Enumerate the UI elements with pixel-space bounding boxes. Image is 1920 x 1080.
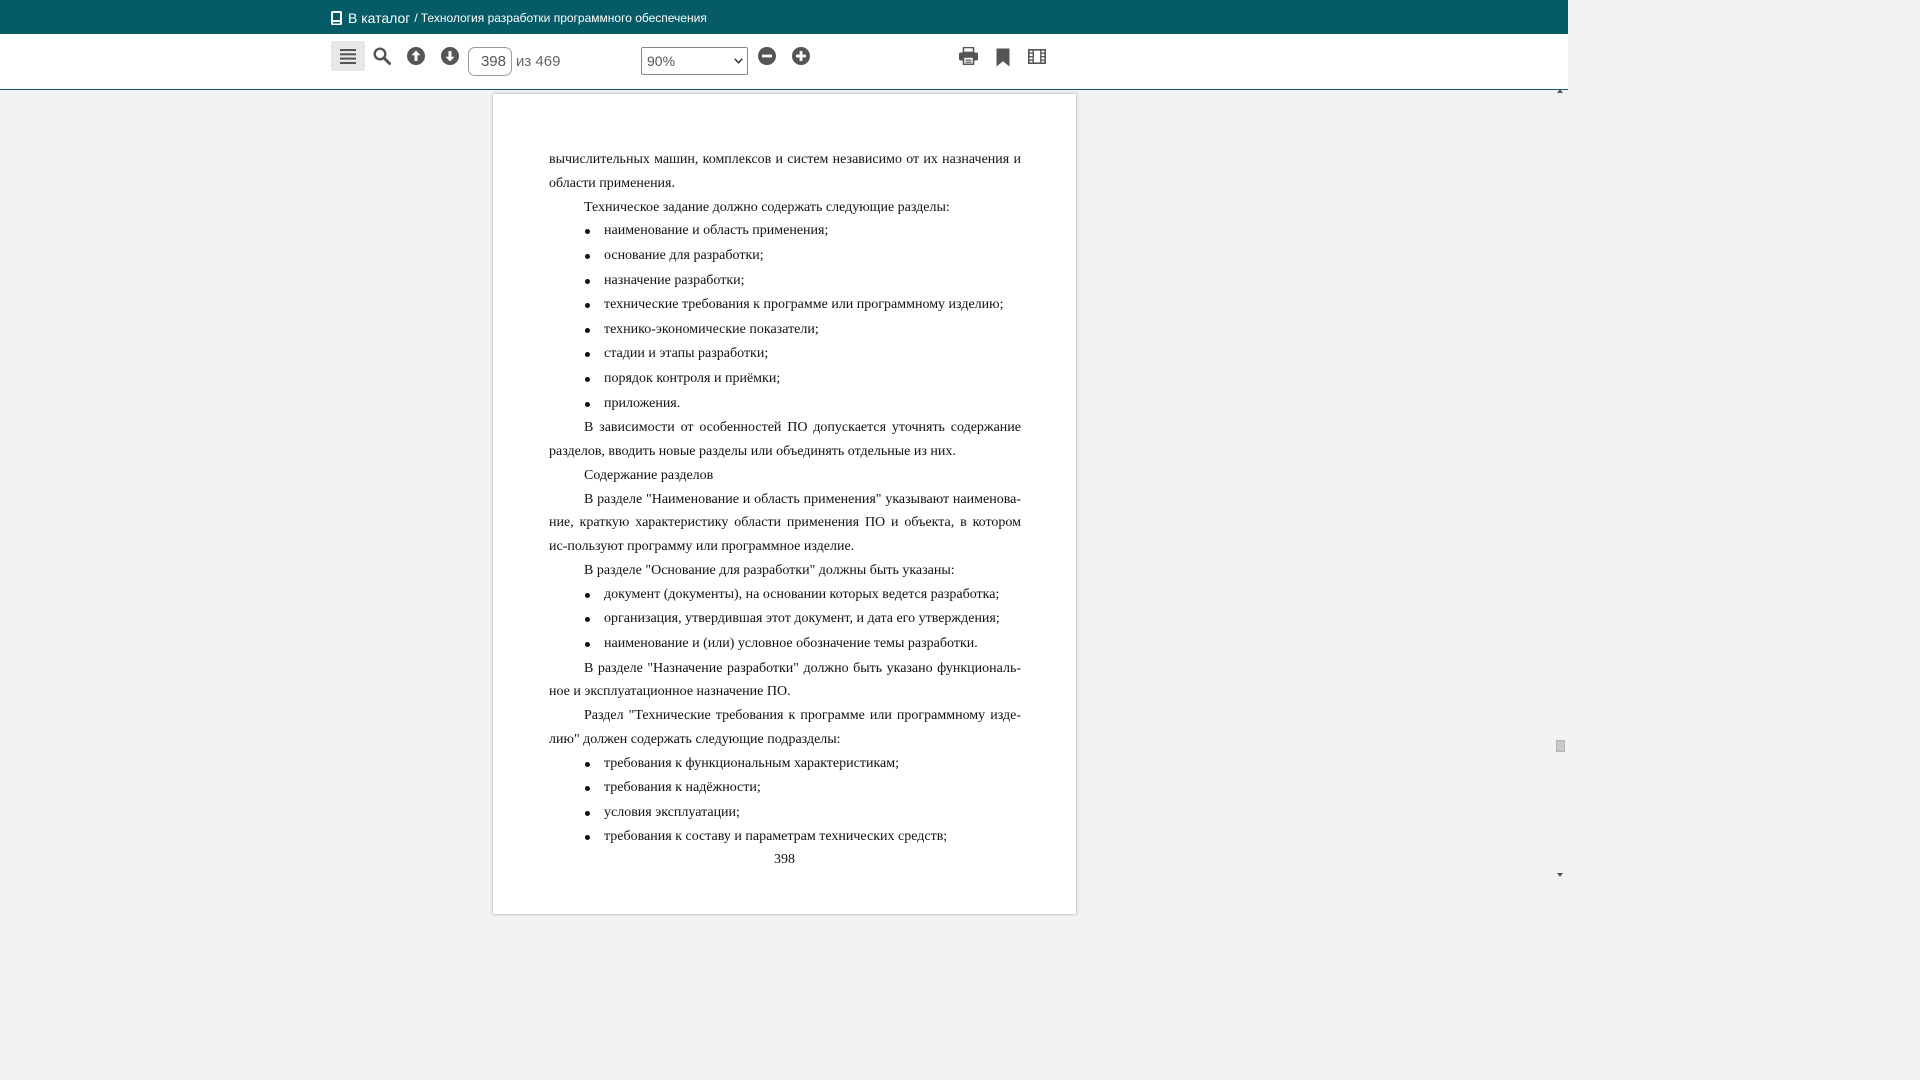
search-icon [373, 47, 391, 65]
filmstrip-button[interactable] [1028, 49, 1046, 64]
bullet-marker [585, 786, 590, 791]
bullet-marker [585, 811, 590, 816]
bullet-marker [585, 402, 590, 407]
print-icon [959, 47, 978, 65]
document-page [493, 94, 1076, 914]
paragraph: Содержание разделов [584, 467, 714, 483]
search-button[interactable] [373, 47, 391, 65]
next-page-button[interactable] [441, 47, 459, 65]
book-title: Технология разработки программного обеспечения [420, 11, 707, 25]
viewer-toolbar [0, 34, 1568, 90]
zoom-in-button[interactable] [792, 47, 810, 65]
scrollbar-thumb[interactable] [1556, 740, 1565, 752]
bullet-marker [585, 835, 590, 840]
previous-page-button[interactable] [407, 47, 425, 65]
list-item-text: стадии и этапы разработки; [604, 346, 769, 362]
page-text [549, 148, 1021, 850]
list-item-text: требования к составу и параметрам технических средств; [604, 829, 948, 845]
page-total: из 469 [516, 53, 561, 70]
bullet-list-item [549, 632, 1021, 657]
list-item-text: технико-экономические показатели; [604, 321, 819, 337]
list-item-text: организация, утвердившая этот документ, и дата его утверждения; [604, 611, 1000, 627]
list-item-text: требования к функциональным характеристикам; [604, 755, 900, 771]
print-button[interactable] [959, 47, 978, 65]
list-item-text: условия эксплуатации; [604, 804, 740, 820]
arrow-up-icon [407, 47, 425, 65]
bullet-marker [585, 328, 590, 333]
document-viewer [0, 91, 1568, 882]
bullet-list-item [549, 293, 1021, 318]
bullet-marker [585, 617, 590, 622]
paragraph: В разделе "Назначение разработки" должно быть указано функциональ-ное и эксплуатационное назначение ПО. [549, 660, 1021, 700]
zoom-in-icon [792, 47, 810, 65]
toc-button[interactable] [331, 41, 365, 71]
bullet-list-item [549, 825, 1021, 850]
breadcrumb-separator: / [414, 11, 418, 25]
paragraph: В зависимости от особенностей ПО допускается уточнять содержание разделов, вводить новые разделы или объединять отдельные из них. [549, 420, 1021, 459]
list-item-text: назначение разработки; [604, 272, 745, 288]
bullet-list-item [549, 583, 1021, 608]
bullet-marker [585, 377, 590, 382]
bookmark-button[interactable] [996, 48, 1010, 67]
bullet-list-item [549, 219, 1021, 244]
list-item-text: приложения. [604, 395, 681, 411]
list-item-text: технические требования к программе или программному изделию; [604, 297, 1004, 313]
bullet-list-item [549, 801, 1021, 826]
list-item-text: документ (документы), на основании которых ведется разработка; [604, 586, 1000, 602]
bullet-marker [585, 279, 590, 284]
zoom-out-button[interactable] [758, 47, 776, 65]
list-item-text: требования к надёжности; [604, 780, 761, 796]
catalog-link[interactable]: В каталог [348, 10, 411, 26]
bullet-list-item [549, 776, 1021, 801]
bullet-marker [585, 642, 590, 647]
bullet-list-item [549, 392, 1021, 417]
bookmark-icon [996, 48, 1010, 67]
bullet-list-item [549, 244, 1021, 269]
paragraph: Техническое задание должно содержать следующие разделы: [584, 199, 950, 215]
zoom-out-icon [758, 47, 776, 65]
bullet-list-item [549, 752, 1021, 777]
zoom-select[interactable] [641, 47, 748, 75]
toc-icon [340, 49, 356, 64]
arrow-down-icon [441, 47, 459, 65]
breadcrumb [331, 9, 707, 27]
book-icon [331, 11, 342, 25]
page-number-input[interactable] [468, 47, 512, 76]
bullet-list-item [549, 342, 1021, 367]
paragraph: вычислительных машин, комплексов и систем независимо от их назначения и области применения. [549, 152, 1021, 191]
list-item-text: наименование и (или) условное обозначение темы разработки. [604, 635, 978, 651]
bullet-list-item [549, 367, 1021, 392]
page-number-footer: 398 [774, 852, 795, 867]
bullet-marker [585, 229, 590, 234]
film-icon [1028, 49, 1046, 64]
paragraph: Раздел "Технические требования к программе или программному изде-лию" должен содержать следующие подразделы: [549, 708, 1021, 747]
bullet-marker [585, 762, 590, 767]
list-item-text: наименование и область применения; [604, 223, 829, 239]
bullet-marker [585, 593, 590, 598]
bullet-list-item [549, 607, 1021, 632]
paragraph: В разделе "Наименование и область применения" указывают наименова-ние, краткую характеристику области применения ПО и объекта, в котором ис-пользуют программу или программное изделие. [549, 491, 1021, 555]
bullet-list-item [549, 318, 1021, 343]
scroll-down-arrow[interactable] [1557, 873, 1563, 877]
bullet-list-item [549, 269, 1021, 294]
top-bar [0, 0, 1568, 34]
paragraph: В разделе "Основание для разработки" должны быть указаны: [584, 562, 955, 578]
scroll-up-arrow[interactable] [1557, 89, 1563, 93]
list-item-text: основание для разработки; [604, 247, 764, 263]
chevron-down-icon [734, 58, 743, 64]
zoom-value: 90% [647, 53, 676, 69]
bullet-marker [585, 303, 590, 308]
bullet-marker [585, 254, 590, 259]
bullet-marker [585, 352, 590, 357]
list-item-text: порядок контроля и приёмки; [604, 370, 781, 386]
